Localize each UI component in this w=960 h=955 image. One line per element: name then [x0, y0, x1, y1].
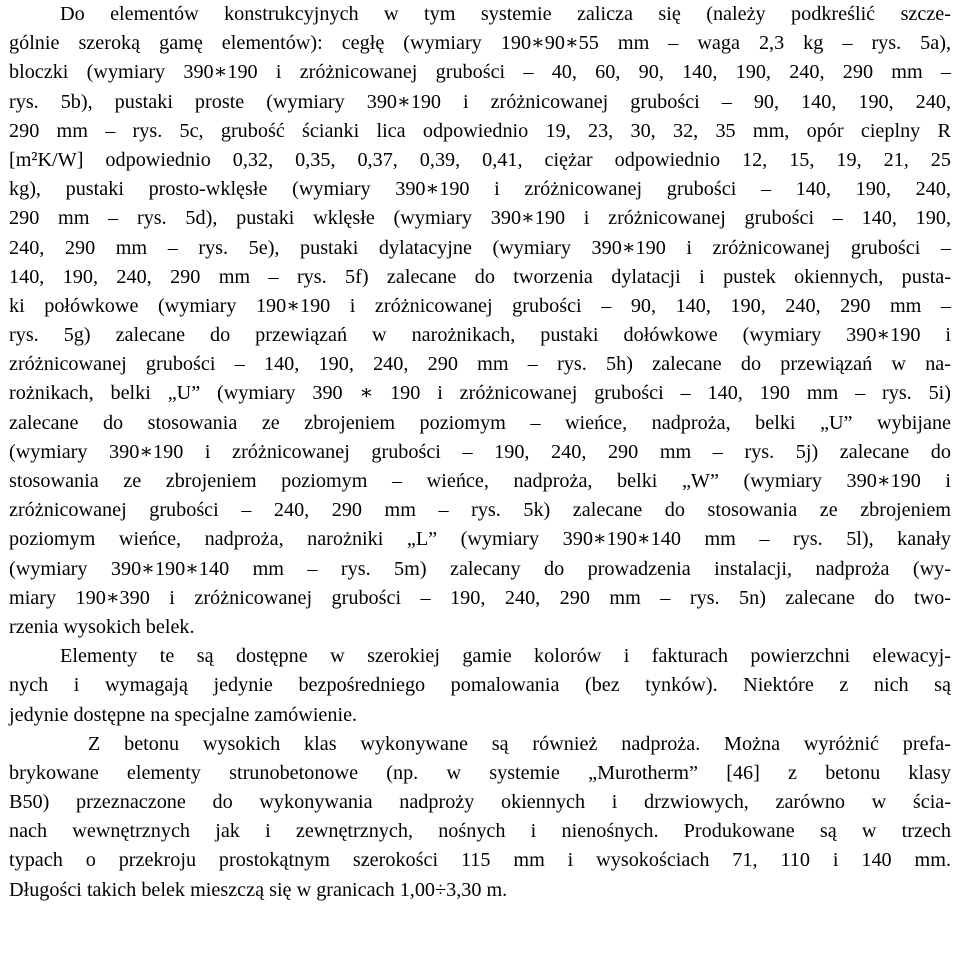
text-line: 240, 290 mm – rys. 5e), pustaki dylatacyjne (wymiary 390∗190 i zróżnicowanej grubości – — [9, 236, 951, 259]
text-line: brykowane elementy strunobetonowe (np. w systemie „Murotherm” [46] z betonu klasy — [9, 761, 951, 784]
text-line: poziomym wieńce, nadproża, narożniki „L” (wymiary 390∗190∗140 mm – rys. 5l), kanały — [9, 528, 951, 551]
text-line: typach o przekroju prostokątnym szerokości 115 mm i wysokościach 71, 110 i 140 mm. — [9, 849, 951, 872]
paragraph — [9, 730, 951, 905]
document-page — [9, 0, 951, 905]
text-line: Z betonu wysokich klas wykonywane są również nadproża. Można wyróżnić prefa- — [88, 732, 951, 755]
text-line: nach wewnętrznych jak i zewnętrznych, nośnych i nienośnych. Produkowane są w trzech — [9, 820, 951, 843]
text-line: nych i wymagają jedynie bezpośredniego pomalowania (bez tynków). Niektóre z nich są — [9, 674, 951, 697]
text-line: rzenia wysokich belek. — [9, 615, 195, 638]
paragraph — [9, 642, 951, 730]
text-line: (wymiary 390∗190 i zróżnicowanej grubości – 190, 240, 290 mm – rys. 5j) zalecane do — [9, 440, 951, 463]
text-line: zróżnicowanej grubości – 140, 190, 240, 290 mm – rys. 5h) zalecane do przewiązań w na- — [9, 353, 951, 376]
text-line: zalecane do stosowania ze zbrojeniem poziomym – wieńce, nadproża, belki „U” wybijane — [9, 411, 951, 434]
text-line: Długości takich belek mieszczą się w granicach 1,00÷3,30 m. — [9, 878, 508, 901]
text-line: stosowania ze zbrojeniem poziomym – wieńce, nadproża, belki „W” (wymiary 390∗190 i — [9, 470, 951, 492]
text-line: gólnie szeroką gamę elementów): cegłę (wymiary 190∗90∗55 mm – waga 2,3 kg – rys. 5a), — [9, 32, 951, 55]
text-line: rys. 5b), pustaki proste (wymiary 390∗190 i zróżnicowanej grubości – 90, 140, 190, 240, — [9, 90, 951, 113]
text-line: miary 190∗390 i zróżnicowanej grubości – 190, 240, 290 mm – rys. 5n) zalecane do two- — [9, 586, 951, 609]
text-line: rożnikach, belki „U” (wymiary 390 ∗ 190 i zróżnicowanej grubości – 140, 190 mm – rys. 5i) — [9, 382, 951, 405]
text-line: 290 mm – rys. 5d), pustaki wklęsłe (wymiary 390∗190 i zróżnicowanej grubości – 140, 190, — [9, 207, 951, 230]
text-line: zróżnicowanej grubości – 240, 290 mm – rys. 5k) zalecane do stosowania ze zbrojeniem — [9, 499, 951, 522]
text-line: B50) przeznaczone do wykonywania nadproży okiennych i drzwiowych, zarówno w ścia- — [9, 791, 951, 814]
text-line: rys. 5g) zalecane do przewiązań w narożnikach, pustaki dołówkowe (wymiary 390∗190 i — [9, 324, 951, 347]
text-line: 140, 190, 240, 290 mm – rys. 5f) zalecane do tworzenia dylatacji i pustek okiennych, pusta- — [9, 265, 951, 288]
text-line: Do elementów konstrukcyjnych w tym systemie zalicza się (należy podkreślić szcze- — [60, 3, 951, 25]
text-line: kg), pustaki prosto-wklęsłe (wymiary 390∗190 i zróżnicowanej grubości – 140, 190, 240, — [9, 178, 951, 201]
paragraph — [9, 0, 951, 642]
text-line: (wymiary 390∗190∗140 mm – rys. 5m) zalecany do prowadzenia instalacji, nadproża (wy- — [9, 557, 951, 580]
text-line: 290 mm – rys. 5c, grubość ścianki lica odpowiednio 19, 23, 30, 32, 35 mm, opór cieplny R — [9, 119, 951, 142]
text-line: Elementy te są dostępne w szerokiej gamie kolorów i fakturach powierzchni elewacyj- — [60, 645, 951, 668]
text-line: jedynie dostępne na specjalne zamówienie. — [9, 703, 358, 726]
text-line: ki połówkowe (wymiary 190∗190 i zróżnicowanej grubości – 90, 140, 190, 240, 290 mm – — [9, 294, 951, 317]
text-line: bloczki (wymiary 390∗190 i zróżnicowanej grubości – 40, 60, 90, 140, 190, 240, 290 mm – — [9, 61, 951, 84]
text-line: [m²K/W] odpowiednio 0,32, 0,35, 0,37, 0,39, 0,41, ciężar odpowiednio 12, 15, 19, 21, 25 — [9, 148, 951, 171]
